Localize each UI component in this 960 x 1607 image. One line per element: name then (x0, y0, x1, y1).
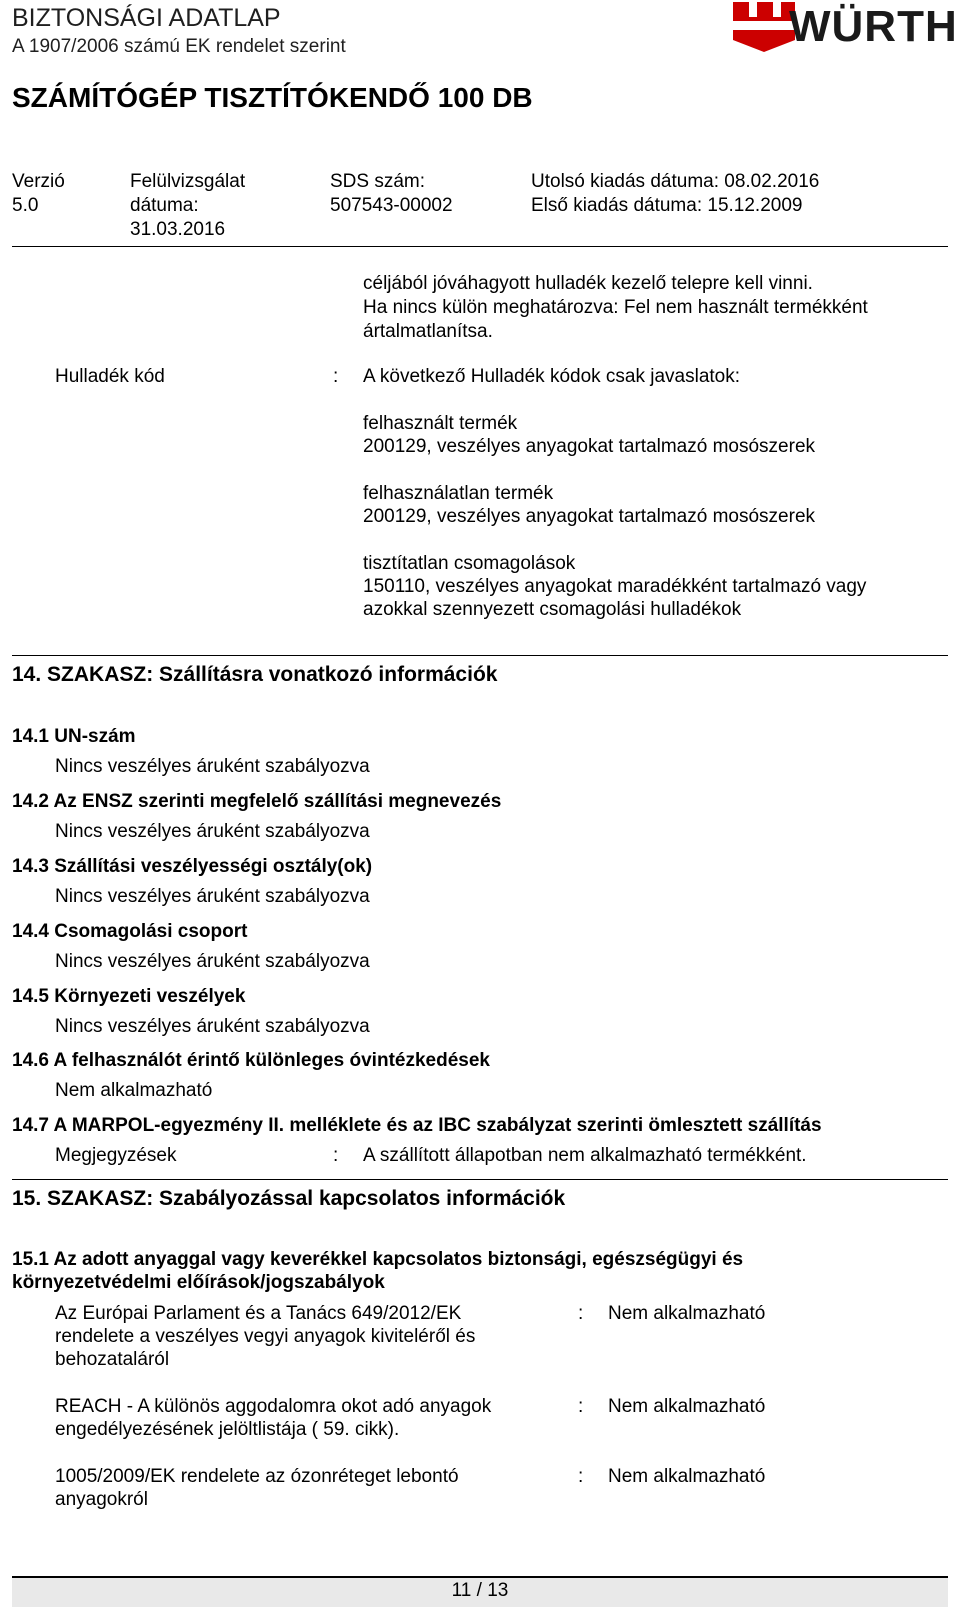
subsection-value: Nincs veszélyes áruként szabályozva (55, 756, 370, 777)
packaging-code: azokkal szennyezett csomagolási hulladékok (363, 599, 742, 620)
regulation-name: REACH - A különös aggodalomra okot adó anyagok (55, 1396, 492, 1417)
subsection-value: Nincs veszélyes áruként szabályozva (55, 951, 370, 972)
subsection-heading: környezetvédelmi előírások/jogszabályok (12, 1272, 385, 1293)
sds-number-value: 507543-00002 (330, 195, 453, 216)
subsection-heading: 15.1 Az adott anyaggal vagy keverékkel kapcsolatos biztonsági, egészségügyi és (12, 1249, 744, 1270)
marpol-heading: 14.7 A MARPOL-egyezmény II. melléklete és az IBC szabályzat szerinti ömlesztett szállítás (12, 1115, 822, 1136)
brand-name: WÜRTH (789, 2, 958, 51)
subsection-heading: 14.5 Környezeti veszélyek (12, 986, 246, 1007)
subsection-heading: 14.6 A felhasználót érintő különleges óvintézkedések (12, 1050, 490, 1071)
subsection-heading: 14.1 UN-szám (12, 726, 136, 747)
revision-date-label: Felülvizsgálat (130, 171, 246, 192)
unused-product-code: 200129, veszélyes anyagokat tartalmazó mosószerek (363, 506, 816, 527)
subsection-heading: 14.2 Az ENSZ szerinti megfelelő szállítási megnevezés (12, 791, 502, 812)
subsection-value: Nincs veszélyes áruként szabályozva (55, 886, 370, 907)
subsection-value: Nincs veszélyes áruként szabályozva (55, 1016, 370, 1037)
subsection-value: Nem alkalmazható (55, 1080, 213, 1101)
header-divider (12, 246, 948, 247)
unused-product-title: felhasználatlan termék (363, 483, 554, 504)
packaging-code: 150110, veszélyes anyagokat maradékként tartalmazó vagy (363, 576, 867, 597)
regulation-name: rendelete a veszélyes vegyi anyagok kiviteléről és (55, 1326, 476, 1347)
sds-number-label: SDS szám: (330, 171, 426, 192)
section-15-title: 15. SZAKASZ: Szabályozással kapcsolatos információk (12, 1187, 566, 1210)
disposal-text-line: Ha nincs külön meghatározva: Fel nem használt termékként (363, 297, 868, 318)
field-separator: : (578, 1396, 584, 1417)
section-divider (12, 1179, 948, 1180)
disposal-text-line: céljából jóváhagyott hulladék kezelő telepre kell vinni. (363, 273, 813, 294)
first-issue-date: Első kiadás dátuma: 15.12.2009 (531, 195, 803, 216)
disposal-text-line: ártalmatlanítsa. (363, 321, 493, 342)
subsection-heading: 14.4 Csomagolási csoport (12, 921, 248, 942)
regulation-value: Nem alkalmazható (608, 1303, 766, 1324)
waste-code-intro: A következő Hulladék kódok csak javaslatok: (363, 366, 741, 387)
subsection-value: Nincs veszélyes áruként szabályozva (55, 821, 370, 842)
notes-label: Megjegyzések (55, 1145, 177, 1166)
regulation-name: Az Európai Parlament és a Tanács 649/2012/EK (55, 1303, 462, 1324)
notes-value: A szállított állapotban nem alkalmazható termékként. (363, 1145, 807, 1166)
used-product-code: 200129, veszélyes anyagokat tartalmazó mosószerek (363, 436, 816, 457)
page-number: 11 / 13 (451, 1580, 509, 1601)
packaging-title: tisztítatlan csomagolások (363, 553, 576, 574)
field-separator: : (578, 1466, 584, 1487)
regulation-name: anyagokról (55, 1489, 148, 1510)
field-separator: : (333, 1145, 339, 1166)
regulation-name: 1005/2009/EK rendelete az ózonréteget lebontó (55, 1466, 459, 1487)
revision-date-value: 31.03.2016 (130, 219, 226, 240)
regulation-reference: A 1907/2006 számú EK rendelet szerint (12, 36, 346, 57)
document-type: BIZTONSÁGI ADATLAP (12, 4, 281, 32)
product-name: SZÁMÍTÓGÉP TISZTÍTÓKENDŐ 100 DB (12, 82, 533, 113)
section-14-title: 14. SZAKASZ: Szállításra vonatkozó információk (12, 663, 498, 686)
field-separator: : (578, 1303, 584, 1324)
regulation-value: Nem alkalmazható (608, 1466, 766, 1487)
section-divider (12, 655, 948, 656)
used-product-title: felhasznált termék (363, 413, 518, 434)
revision-date-label-2: dátuma: (130, 195, 199, 216)
last-issue-date: Utolsó kiadás dátuma: 08.02.2016 (531, 171, 820, 192)
subsection-heading: 14.3 Szállítási veszélyességi osztály(ok) (12, 856, 373, 877)
version-label: Verzió (12, 171, 65, 192)
version-value: 5.0 (12, 195, 39, 216)
field-separator: : (333, 366, 339, 387)
regulation-name: behozataláról (55, 1349, 170, 1370)
regulation-value: Nem alkalmazható (608, 1396, 766, 1417)
regulation-name: engedélyezésének jelöltlistája ( 59. cikk). (55, 1419, 400, 1440)
waste-code-label: Hulladék kód (55, 366, 165, 387)
